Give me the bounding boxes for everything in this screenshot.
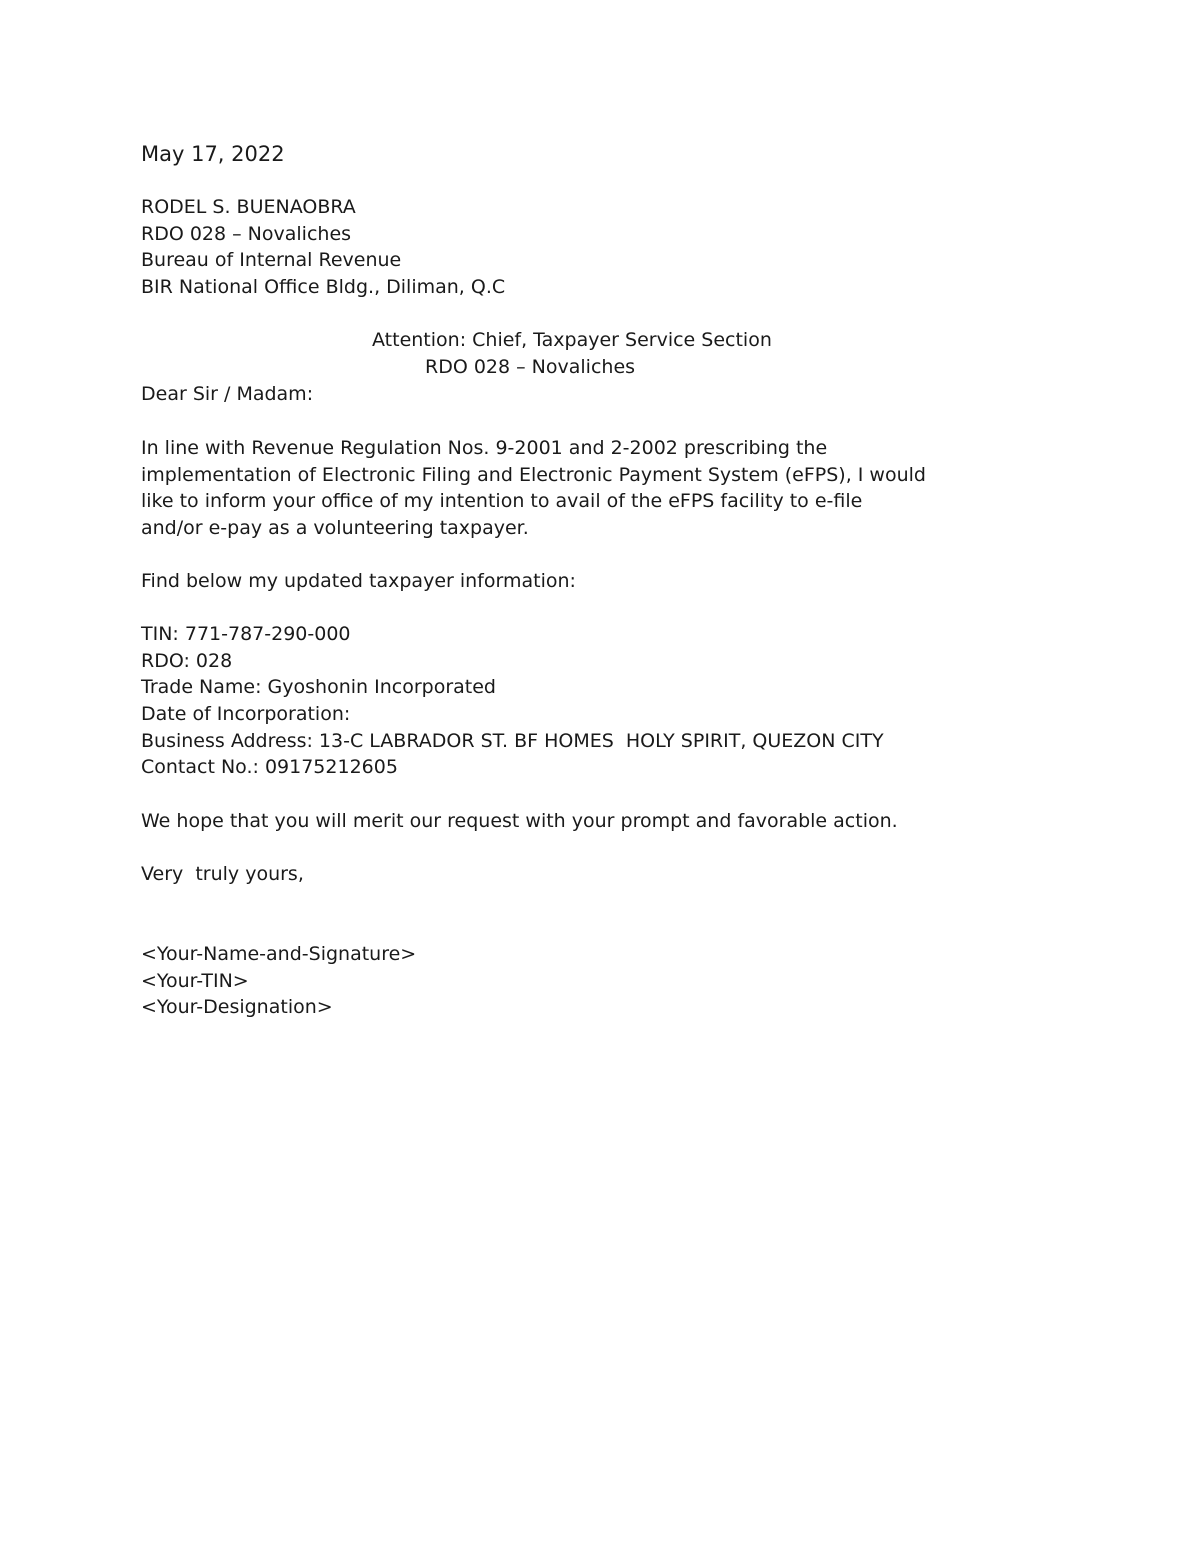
tin-line: TIN: 771-787-290-000 xyxy=(141,623,351,645)
recipient-address: BIR National Office Bldg., Diliman, Q.C xyxy=(141,276,506,298)
rdo-line: RDO: 028 xyxy=(141,650,233,672)
body-line-4: and/or e-pay as a volunteering taxpayer. xyxy=(141,517,529,539)
salutation: Dear Sir / Madam: xyxy=(141,383,314,405)
closing-paragraph: We hope that you will merit our request with your prompt and favorable action. xyxy=(141,810,898,832)
body-line-2: implementation of Electronic Filing and Electronic Payment System (eFPS), I would xyxy=(141,464,926,486)
attention-rdo-line: RDO 028 – Novaliches xyxy=(425,356,636,378)
signature-designation: <Your-Designation> xyxy=(141,996,333,1018)
trade-name-line: Trade Name: Gyoshonin Incorporated xyxy=(141,676,496,698)
info-intro: Find below my updated taxpayer information: xyxy=(141,570,576,592)
business-address-line: Business Address: 13-C LABRADOR ST. BF HOMES HOLY SPIRIT, QUEZON CITY xyxy=(141,730,884,752)
contact-number-line: Contact No.: 09175212605 xyxy=(141,756,398,778)
signature-tin: <Your-TIN> xyxy=(141,970,249,992)
recipient-agency: Bureau of Internal Revenue xyxy=(141,249,402,271)
recipient-name: RODEL S. BUENAOBRA xyxy=(141,196,356,218)
attention-line: Attention: Chief, Taxpayer Service Section xyxy=(372,329,772,351)
body-line-1: In line with Revenue Regulation Nos. 9-2001 and 2-2002 prescribing the xyxy=(141,437,828,459)
recipient-rdo: RDO 028 – Novaliches xyxy=(141,223,352,245)
body-line-3: like to inform your office of my intention to avail of the eFPS facility to e-file xyxy=(141,490,863,512)
incorporation-date-line: Date of Incorporation: xyxy=(141,703,351,725)
signature-name: <Your-Name-and-Signature> xyxy=(141,943,417,965)
letter-date: May 17, 2022 xyxy=(141,142,285,166)
complimentary-close: Very truly yours, xyxy=(141,863,304,885)
